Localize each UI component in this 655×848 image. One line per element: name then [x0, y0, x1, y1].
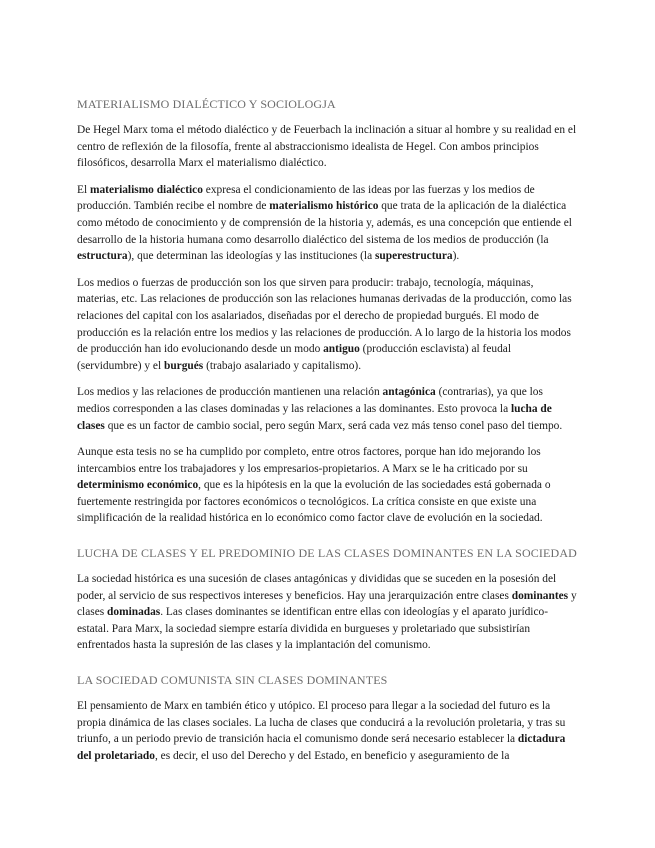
paragraph: El pensamiento de Marx en también ético y utópico. El proceso para llegar a la sociedad del futuro es la propia dinámica de las clases sociales. La lucha de clases que conducirá a la revolución proletaria, y tras su triunfo, a un periodo previo de transición hacia el comunismo donde será necesario establecer la dictadura del proletariado, es decir, el uso del Derecho y del Estado, en beneficio y aseguramiento de la	[77, 700, 566, 762]
bold-term: materialismo histórico	[269, 200, 379, 213]
paragraph: Los medios o fuerzas de producción son los que sirven para producir: trabajo, tecnología, máquinas, materias, etc. Las relaciones de producción son las relaciones humanas derivadas de la producción, como las relaciones del capital con los asalariados, diseñadas por el derecho de propiedad burgués. El modo de producción es la relación entre los medios y las relaciones de producción. A lo largo de la historia los modos de producción han ido evolucionando desde un modo antiguo (producción esclavista) al feudal (servidumbre) y el burgués (trabajo asalariado y capitalismo).	[77, 276, 572, 372]
section-materialismo-dialectico	[77, 96, 577, 527]
bold-term: antiguo	[323, 343, 360, 356]
bold-term: superestructura	[374, 250, 453, 263]
paragraph: De Hegel Marx toma el método dialéctico y de Feuerbach la inclinación a situar al hombre y su realidad en el centro de reflexión de la filosofía, frente al abstraccionismo idealista de Hegel. Con ambos principios filosóficos, desarrolla Marx el materialismo dialéctico.	[77, 124, 577, 170]
bold-term: determinismo económico	[77, 479, 199, 492]
bold-term: materialismo dialéctico	[89, 183, 203, 196]
paragraph: El materialismo dialéctico expresa el condicionamiento de las ideas por las fuerzas y los medios de producción. También recibe el nombre de materialismo histórico que trata de la aplicación de la dialéctica como método de conocimiento y de comprensión de la historia y, además, es una concepción que entiende el desarrollo de la historia humana como desarrollo dialéctico del sistema de los medios de producción (la estructura), que determinan las ideologías y las instituciones (la superestructura).	[77, 183, 572, 263]
section-heading: LUCHA DE CLASES Y EL PREDOMINIO DE LAS CLASES DOMINANTES EN LA SOCIEDAD	[77, 546, 577, 561]
section-lucha-de-clases	[77, 545, 577, 654]
section-sociedad-comunista	[77, 672, 577, 764]
bold-term: dominantes	[511, 589, 569, 602]
bold-term: burgués	[163, 359, 204, 372]
bold-term: dictadura del proletariado	[77, 733, 566, 762]
bold-term: antagónica	[382, 386, 436, 399]
bold-term: estructura	[77, 250, 128, 263]
paragraph: La sociedad histórica es una sucesión de clases antagónicas y divididas que se suceden en la posesión del poder, al servicio de sus respectivos intereses y beneficios. Hay una jerarquización entre clases dominantes y clases dominadas. Las clases dominantes se identifican entre ellas con ideologías y el aparato jurídico-estatal. Para Marx, la sociedad siempre estaría dividida en burgueses y proletariado que subsistirían enfrentados hasta la supresión de las clases y la implantación del comunismo.	[77, 573, 577, 652]
paragraph: Los medios y las relaciones de producción mantienen una relación antagónica (contrarias), ya que los medios corresponden a las clases dominadas y las relaciones a las dominantes. Esto provoca la lucha de clases que es un factor de cambio social, pero según Marx, será cada vez más tenso conel paso del tiempo.	[77, 386, 563, 432]
section-heading: LA SOCIEDAD COMUNISTA SIN CLASES DOMINANTES	[77, 673, 388, 688]
section-heading: MATERIALISMO DIALÉCTICO Y SOCIOLOGJA	[77, 97, 336, 111]
bold-term: lucha de clases	[77, 402, 552, 432]
paragraph: Aunque esta tesis no se ha cumplido por completo, entre otros factores, porque han ido mejorando los intercambios entre los trabajadores y los empresarios-propietarios. A Marx se le ha criticado por su determinismo económico, que es la hipótesis en la que la evolución de las sociedades está gobernada o fuertemente restringida por factores económicos o tecnológicos. La crítica consiste en que existe una simplificación de la realidad histórica en lo económico como factor clave de evolución en la sociedad.	[77, 446, 551, 525]
document-page	[77, 96, 577, 774]
bold-term: dominadas	[107, 606, 161, 619]
